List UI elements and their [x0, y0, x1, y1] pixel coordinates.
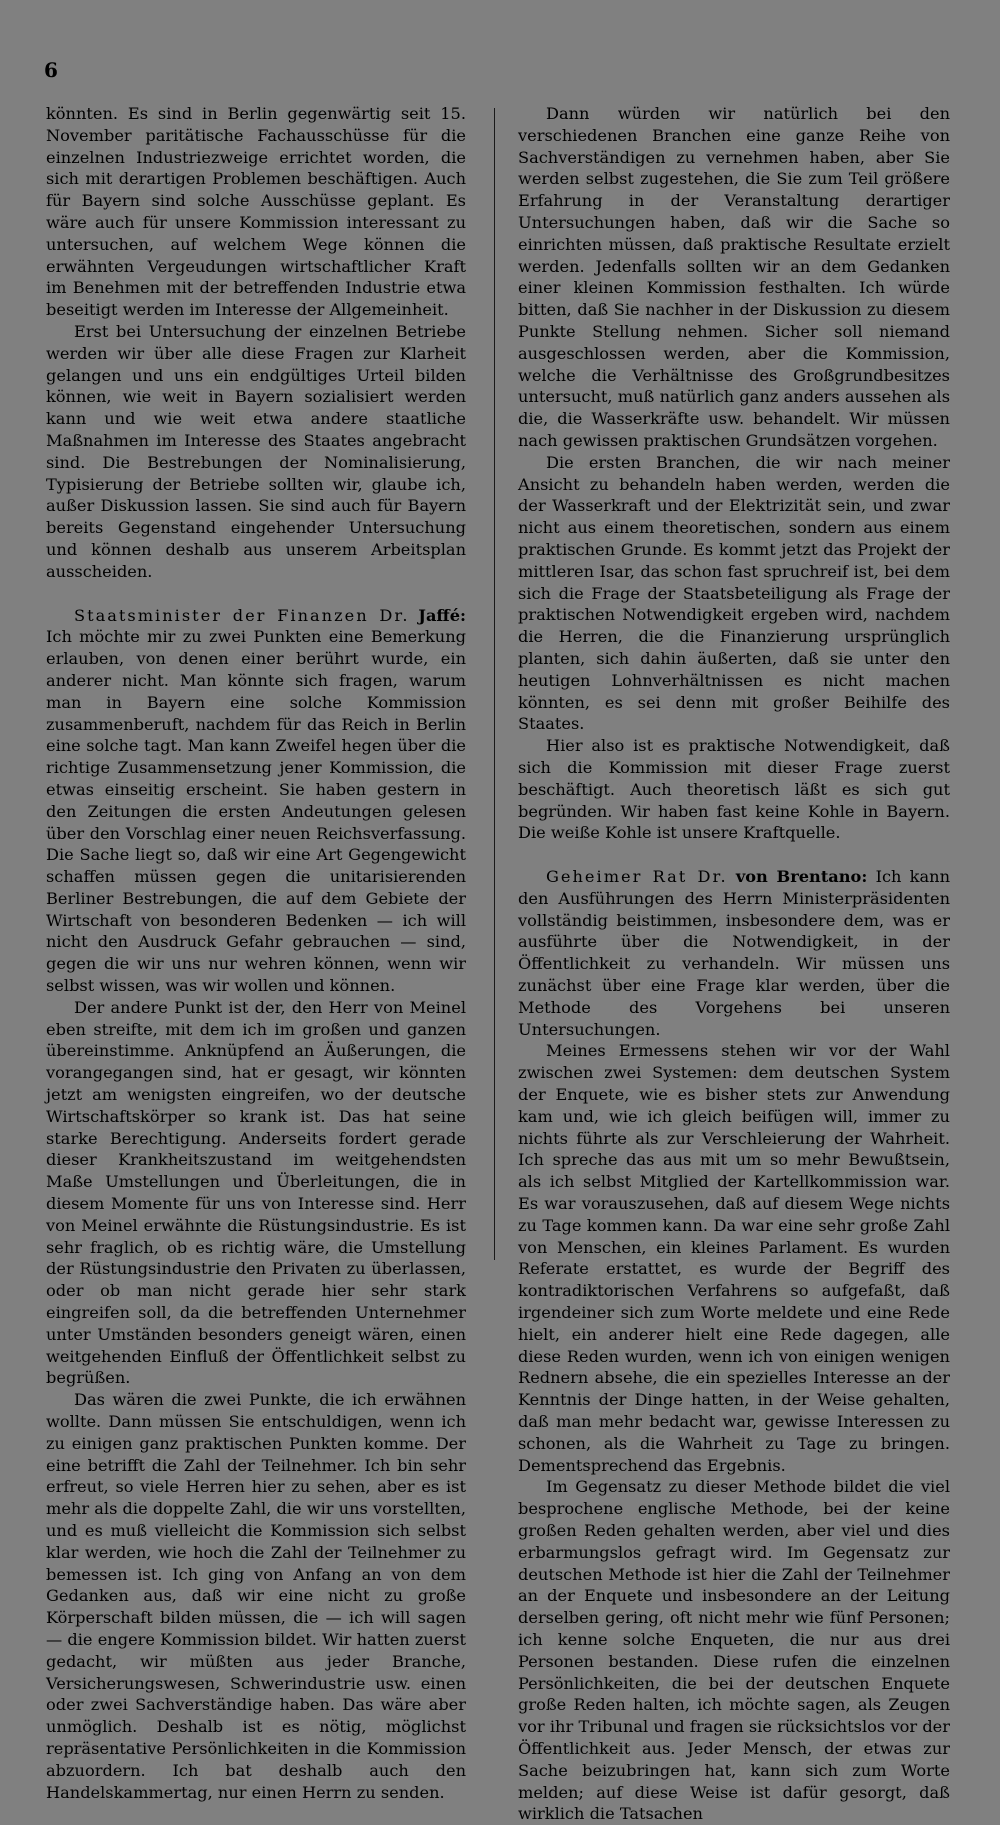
paragraph-text: Ich kann den Ausführungen des Herrn Ministerpräsidenten vollständig beistimmen, insbesondere dem, was er ausführte über die Notwendigkeit, in der Öffentlichkeit zu verhandeln. Wir müssen uns zunächst über eine Frage klar werden, über die Methode des Vorgehens bei unseren Untersuchungen.: [518, 867, 950, 1039]
paragraph: Der andere Punkt ist der, den Herr von Meinel eben streifte, mit dem ich im großen und ganzen übereinstimme. Anknüpfend an Äußerungen, die vorangegangen sind, hat er gesagt, wir könnten jetzt am wenigsten eingreifen, wo der deutsche Wirtschaftskörper so krank ist. Das hat seine starke Berechtigung. Anderseits fordert gerade dieser Krankheitszustand im weitgehendsten Maße Umstellungen und Überleitungen, die in diesem Momente für uns von Interesse sind. Herr von Meinel erwähnte die Rüstungsindustrie. Es ist sehr fraglich, ob es richtig wäre, die Umstellung der Rüstungsindustrie den Privaten zu überlassen, oder ob man nicht gerade hier sehr stark eingreifen soll, da die betreffenden Unternehmer unter Umständen besonders geneigt wären, einen weitgehenden Einfluß der Öffentlichkeit selbst zu begrüßen.: [46, 997, 466, 1388]
speaker-title: Geheimer Rat Dr.: [546, 867, 728, 887]
paragraph: Das wären die zwei Punkte, die ich erwähnen wollte. Dann müssen Sie entschuldigen, wenn ich zu einigen ganz praktischen Punkten komme. Der eine betrifft die Zahl der Teilnehmer. Ich bin sehr erfreut, so viele Herren hier zu sehen, aber es ist mehr als die doppelte Zahl, die wir uns vorstellten, und es muß vielleicht die Kommission sich selbst klar werden, wie hoch die Zahl der Teilnehmer zu bemessen ist. Ich ging von Anfang an von dem Gedanken aus, daß wir eine nicht zu große Körperschaft bilden müssen, die — ich will sagen — die engere Kommission bildet. Wir hatten zuerst gedacht, wir müßten aus jeder Branche, Versicherungswesen, Schwerindustrie usw. einen oder zwei Sachverständige haben. Das wäre aber unmöglich. Deshalb ist es nötig, möglichst repräsentative Persönlichkeiten in die Kommission abzuordern. Ich bat deshalb auch den Handelskammertag, nur einen Herrn zu senden.: [46, 1390, 466, 1802]
paragraph: Dann würden wir natürlich bei den verschiedenen Branchen eine ganze Reihe von Sachverständigen zu vernehmen haben, aber Sie werden selbst zugestehen, die Sie zum Teil größere Erfahrung in der Veranstaltung derartiger Untersuchungen haben, daß wir die Sache so einrichten müssen, daß praktische Resultate erzielt werden. Jedenfalls sollten wir an dem Gedanken einer kleinen Kommission festhalten. Ich würde bitten, daß Sie nachher in der Diskussion zu diesem Punkte Stellung nehmen. Sicher soll niemand ausgeschlossen werden, aber die Kommission, welche die Verhältnisse des Großgrundbesitzes untersucht, muß natürlich ganz anders aussehen als die, die Wasserkräfte usw. behandelt. Wir müssen nach gewissen praktischen Grundsätzen vorgehen.: [518, 104, 950, 450]
paragraph-gap: [46, 583, 466, 605]
speaker-name: von Brentano:: [735, 867, 868, 887]
paragraph-text: Ich möchte mir zu zwei Punkten eine Bemerkung erlauben, von denen einer berührt wurde, ein anderer nicht. Man könnte sich fragen, warum man in Bayern eine solche Kommission zusammenberuft, nachdem für das Reich in Berlin eine solche tagt. Man kann Zweifel hegen über die richtige Zusammensetzung jener Kommission, die etwas einseitig erscheint. Sie haben gestern in den Zeitungen die ersten Andeutungen gelesen über den Vorschlag einer neuen Reichsverfassung. Die Sache liegt so, daß wir eine Art Gegengewicht schaffen müssen gegen die unitarisierenden Berliner Bestrebungen, die auf dem Gebiete der Wirtschaft von besonderen Bedenken — ich will nicht den Ausdruck Gefahr gebrauchen — sind, gegen die wir uns nur wehren können, wenn wir selbst wissen, was wir wollen und können.: [46, 627, 466, 996]
speaker-paragraph: [46, 605, 466, 997]
speaker-name: Jaffé:: [418, 605, 466, 625]
paragraph: Hier also ist es praktische Notwendigkeit, daß sich die Kommission mit dieser Frage zuerst beschäftigt. Auch theoretisch läßt es sich gut begründen. Wir haben fast keine Kohle in Bayern. Die weiße Kohle ist unsere Kraftquelle.: [518, 736, 950, 843]
paragraph: Meines Ermessens stehen wir vor der Wahl zwischen zwei Systemen: dem deutschen System der Enquete, wie es bisher stets zur Anwendung kam und, wie ich gleich beifügen will, immer zu nichts führte als zur Verschleierung der Wahrheit. Ich spreche das aus mit um so mehr Bewußtsein, als ich selbst Mitglied der Kartellkommission war. Es war vorauszusehen, daß auf diesem Wege nichts zu Tage kommen kann. Da war eine sehr große Zahl von Menschen, ein kleines Parlament. Es wurden Referate erstattet, es wurde der Begriff des kontradiktorischen Verfahrens so aufgefaßt, daß irgendeiner sich zum Worte meldete und eine Rede hielt, ein anderer hielt eine Rede dagegen, alle diese Reden wurden, wenn ich von einigen wenigen Rednern absehe, die ein spezielles Interesse an der Kenntnis der Dinge hatten, in der Weise gehalten, daß man mehr bedacht war, gewisse Interessen zu schonen, als die Wahrheit zu Tage zu bringen. Dementsprechend das Ergebnis.: [518, 1041, 950, 1475]
paragraph: Die ersten Branchen, die wir nach meiner Ansicht zu behandeln haben werden, werden die der Wasserkraft und der Elektrizität sein, und zwar nicht aus einem theoretischen, sondern aus einem praktischen Grunde. Es kommt jetzt das Projekt der mittleren Isar, das schon fast spruchreif ist, bei dem sich die Frage der Staatsbeteiligung als Frage der praktischen Notwendigkeit ergeben wird, nachdem die Herren, die die Finanzierung ursprünglich planten, sich dahin äußerten, daß sie unter den heutigen Lohnverhältnissen es nicht machen könnten, es sei denn mit großer Beihilfe des Staates.: [518, 452, 950, 734]
speaker-title: Staatsminister der Finanzen Dr.: [74, 605, 410, 625]
right-column: [518, 103, 950, 1825]
paragraph: Im Gegensatz zu dieser Methode bildet die viel besprochene englische Methode, bei der keine großen Reden gehalten werden, aber viel und dies erbarmungslos gefragt wird. Im Gegensatz zur deutschen Methode ist hier die Zahl der Teilnehmer an der Enquete und insbesondere an der Leitung derselben gering, oft nicht mehr wie fünf Personen; ich kenne solche Enqueten, die nur aus drei Personen bestanden. Diese rufen die einzelnen Persönlichkeiten, die bei der deutschen Enquete große Reden halten, ich möchte sagen, als Zeugen vor ihr Tribunal und fragen sie rücksichtslos vor der Öffentlichkeit aus. Jeder Mensch, der etwas zur Sache beizubringen hat, kann sich zum Worte melden; auf diese Weise ist dafür gesorgt, daß wirklich die Tatsachen: [518, 1477, 950, 1824]
left-column: [46, 103, 466, 1803]
paragraph-gap: [518, 844, 950, 866]
paragraph: Erst bei Untersuchung der einzelnen Betriebe werden wir über alle diese Fragen zur Klarheit gelangen und uns ein endgültiges Urteil bilden können, wie weit in Bayern sozialisiert werden kann und wie weit etwa andere staatliche Maßnahmen im Interesse des Staates angebracht sind. Die Bestrebungen der Nominalisierung, Typisierung der Betriebe sollten wir, glaube ich, außer Diskussion lassen. Sie sind auch für Bayern bereits Gegenstand eingehender Untersuchung und können deshalb aus unserem Arbeitsplan ausscheiden.: [46, 321, 466, 581]
page-number: 6: [44, 58, 58, 82]
paragraph: könnten. Es sind in Berlin gegenwärtig seit 15. November paritätische Fachausschüsse für die einzelnen Industriezweige errichtet worden, die sich mit derartigen Problemen beschäftigen. Auch für Bayern sind solche Ausschüsse geplant. Es wäre auch für unsere Kommission interessant zu untersuchen, auf welchem Wege können die erwähnten Vergeudungen wirtschaftlicher Kraft im Benehmen mit der betreffenden Industrie etwa beseitigt werden im Interesse der Allgemeinheit.: [46, 104, 466, 320]
column-divider: [494, 108, 495, 1260]
speaker-paragraph: [518, 866, 950, 1040]
